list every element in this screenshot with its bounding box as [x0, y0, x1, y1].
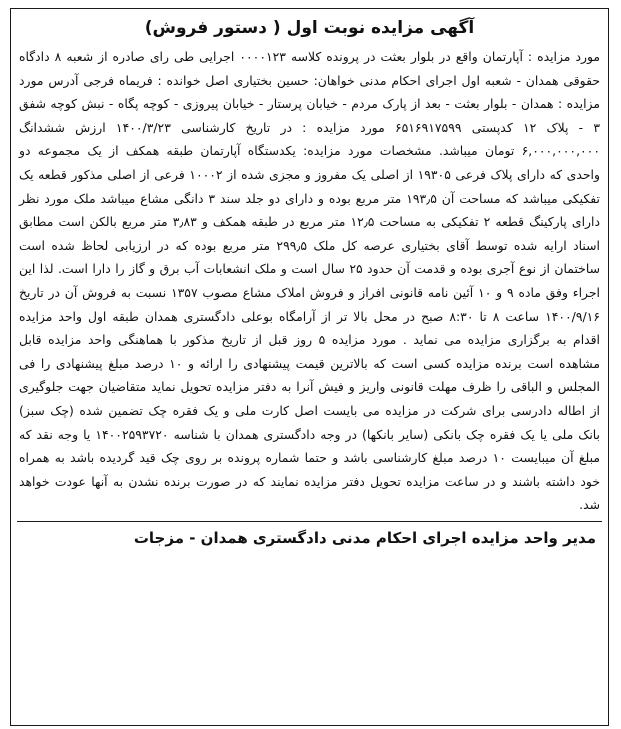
notice-body: مورد مزایده : آپارتمان واقع در بلوار بعثت در پرونده کلاسه ۰۰۰۰۱۲۳ اجرایی طی رای صادره از شعبه ۸ دادگاه حقوقی همدان - شعبه اول اجرای احکام مدنی خواهان: حسین بختیاری اصل خوانده : فریماه فرجی آدرس مورد مزایده : همدان - بلوار بعثت - بعد از پارک مردم - خیابان پرستار - خیابان پیروزی - کوچه پگاه - نبش کوچه شفق ۳ - پلاک ۱۲ کدپستی ۶۵۱۶۹۱۷۵۹۹ مورد مزایده : در تاریخ کارشناسی ۱۴۰۰/۳/۲۳ ارزش ششدانگ ۶,۰۰۰,۰۰۰,۰۰۰ تومان میباشد. مشخصات مورد مزایده: یکدستگاه آپارتمان طبقه همکف از یک مجموعه دو واحدی که دارای پلاک فرعی ۱۹۳۰۵ از اصلی یک مفروز و مجزی شده از ۱۰۰۰۲ فرعی از اصلی مذکور قطعه یک تفکیکی میباشد که مساحت آن ۱۹۳٫۵ متر مربع بوده و دارای دو جلد سند ۳ دانگی مشاع میباشد ملک مورد نظر دارای پارکینگ قطعه ۲ تفکیکی به مساحت ۱۲٫۵ متر مربع در طبقه همکف و ۳٫۸۳ متر مربع بالکن است مطابق اسناد ارایه شده توسط آقای بختیاری عرصه کل ملک ۲۹۹٫۵ متر مربع بوده که در ارزیابی لحاظ شده است ساختمان از نوع آجری بوده و قدمت آن حدود ۲۵ سال است و ملک انشعابات آب برق و گاز را دارا است. لذا این اجراء وفق ماده ۹ و ۱۰ آئین نامه قانونی افراز و فروش املاک مشاع مصوب ۱۳۵۷ نسبت به فروش آن در تاریخ ۱۴۰۰/۹/۱۶ ساعت ۸ تا ۸:۳۰ صبح در محل بالا تر از آرامگاه بوعلی دادگستری همدان طبقه اول واحد مزایده اقدام به برگزاری مزایده می نماید . مورد مزایده ۵ روز قبل از تاریخ مذکور با هماهنگی واحد مزایده قابل مشاهده است برنده مزایده کسی است که بالاترین قیمت پیشنهادی را ارائه و ۱۰ درصد مبلغ پیشنهادی را فی المجلس و الباقی را ظرف مهلت قانونی واریز و فیش آنرا به دفتر مزایده تحویل نماید متقاضیان جهت جلوگیری از اطاله دادرسی برای شرکت در مزایده می بایست اصل کارت ملی و یک فقره چک تضمین شده (چک سبز) بانک ملی یا یک فقره چک بانکی (سایر بانکها) در وجه دادگستری همدان با شناسه ۱۴۰۰۲۵۹۳۷۲۰ یا وجه نقد که مبلغ آن میبایست ۱۰ درصد مبلغ کارشناسی باشد و حتما شماره پرونده بر روی چک قید گردیده باشد به همراه خود داشته باشند و در ساعت مزایده تحویل دفتر مزایده نمایند که در صورت برنده نشدن به آنها عودت خواهد شد.	[19, 49, 601, 513]
signature-divider	[17, 521, 602, 522]
notice-signature: مدیر واحد مزایده اجرای احکام مدنی دادگستری همدان - مزجات	[133, 528, 596, 547]
notice-frame	[10, 8, 609, 726]
notice-title: آگهی مزایده نوبت اول ( دستور فروش)	[144, 18, 475, 38]
